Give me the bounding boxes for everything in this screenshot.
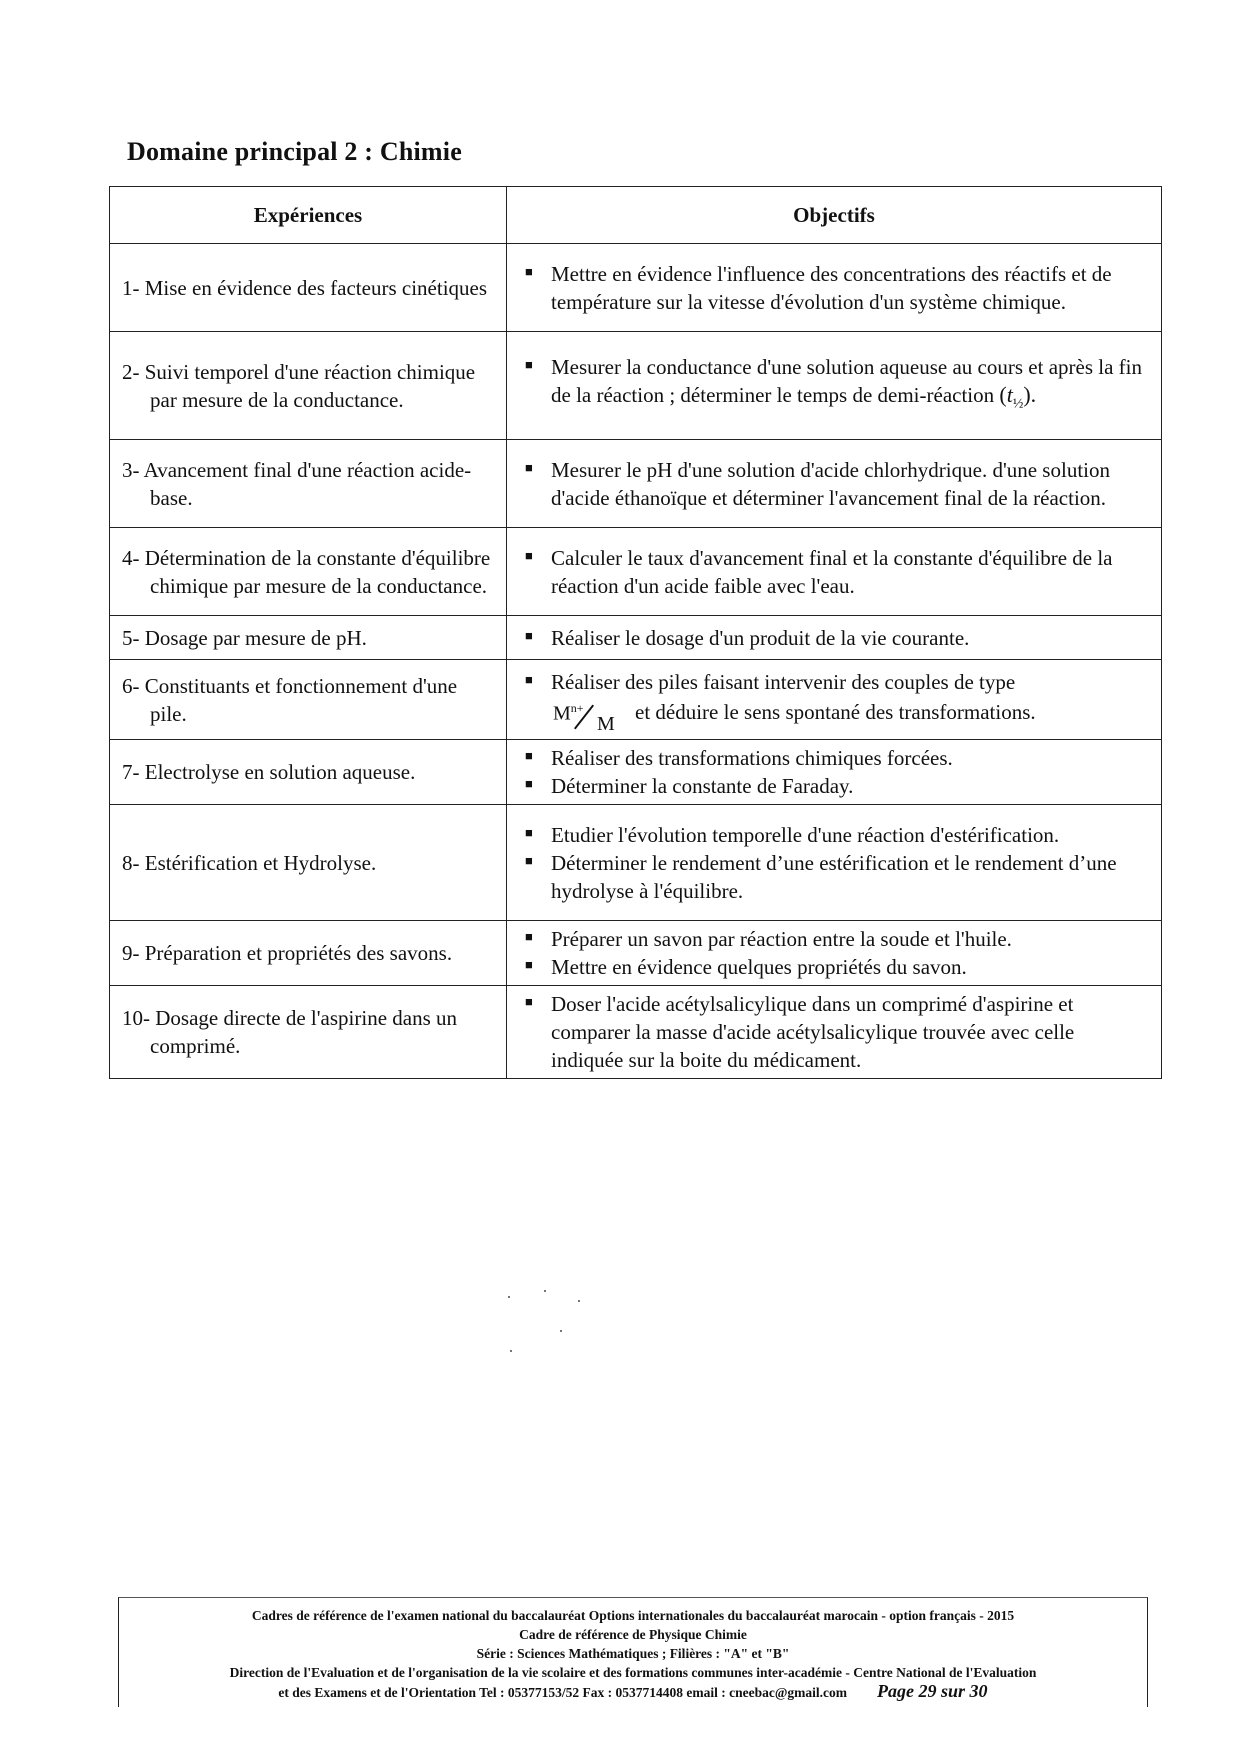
objectifs-cell <box>507 332 1162 440</box>
experiences-table <box>109 186 1162 1079</box>
square-bullet-icon: ■ <box>525 263 533 279</box>
experience-text: 4- Détermination de la constante d'équilibre chimique par mesure de la conductance. <box>122 545 491 598</box>
formula-symbol: t <box>1006 381 1013 407</box>
objectifs-cell <box>507 528 1162 616</box>
experience-text: 5- Dosage par mesure de pH. <box>122 625 367 650</box>
objectif-text: Mettre en évidence quelques propriétés du savon. <box>551 955 967 979</box>
objectif-item <box>521 260 1151 316</box>
objectif-text: Réaliser des piles faisant intervenir des couples de type <box>551 669 1016 694</box>
header-objectifs: Objectifs <box>507 187 1162 244</box>
experience-cell <box>110 528 507 616</box>
objectifs-cell <box>507 986 1162 1079</box>
experience-cell <box>110 805 507 921</box>
square-bullet-icon: ■ <box>525 627 533 643</box>
table-row <box>110 660 1162 740</box>
experience-cell <box>110 332 507 440</box>
redox-couple <box>551 696 629 735</box>
couple-charge: n+ <box>570 700 584 715</box>
table-row <box>110 440 1162 528</box>
table-row <box>110 921 1162 986</box>
objectif-item <box>521 624 1151 652</box>
objectif-text: Doser l'acide acétylsalicylique dans un comprimé d'aspirine et comparer la masse d'acide acétylsalicylique trouvée avec celle indiquée sur la boite du médicament. <box>551 992 1075 1072</box>
square-bullet-icon: ■ <box>525 356 533 372</box>
square-bullet-icon: ■ <box>525 957 533 972</box>
experience-text: 9- Préparation et propriétés des savons. <box>122 941 453 965</box>
objectif-item <box>521 953 1151 981</box>
objectifs-cell <box>507 616 1162 660</box>
experience-cell <box>110 440 507 528</box>
objectif-text: Etudier l'évolution temporelle d'une réaction d'estérification. <box>551 822 1060 847</box>
formula-suffix: . <box>1030 381 1037 407</box>
objectif-text: Calculer le taux d'avancement final et la constante d'équilibre de la réaction d'un acide faible avec l'eau. <box>551 545 1113 598</box>
experience-cell <box>110 660 507 740</box>
table-row <box>110 616 1162 660</box>
objectif-text: Mettre en évidence l'influence des concentrations des réactifs et de température sur la vitesse d'évolution d'un système chimique. <box>551 261 1112 314</box>
page-number: Page 29 sur 30 <box>877 1681 988 1701</box>
page-footer <box>118 1597 1148 1707</box>
objectif-text: Mesurer la conductance d'une solution aqueuse au cours et après la fin de la réaction ; déterminer le temps de demi-réaction <box>551 354 1142 407</box>
experience-text: 3- Avancement final d'une réaction acide-base. <box>122 457 472 510</box>
square-bullet-icon: ■ <box>525 748 533 763</box>
table-row <box>110 332 1162 440</box>
objectif-text: Réaliser le dosage d'un produit de la vie courante. <box>551 625 970 650</box>
couple-denominator: M <box>597 712 615 735</box>
table-row <box>110 244 1162 332</box>
square-bullet-icon: ■ <box>525 776 533 791</box>
objectifs-cell <box>507 440 1162 528</box>
experience-cell <box>110 740 507 805</box>
square-bullet-icon: ■ <box>525 547 533 563</box>
square-bullet-icon: ■ <box>525 929 533 944</box>
footer-line: Cadres de référence de l'examen national du baccalauréat Options internationales du baccalauréat marocain - option français - 2015 <box>251 1608 1015 1623</box>
objectif-text: Préparer un savon par réaction entre la soude et l'huile. <box>551 927 1012 951</box>
table-row <box>110 805 1162 921</box>
square-bullet-icon: ■ <box>525 671 533 687</box>
objectif-text: Déterminer le rendement d’une estérification et le rendement d’une hydrolyse à l'équilibre. <box>551 850 1117 903</box>
square-bullet-icon: ■ <box>525 852 533 868</box>
objectif-item <box>521 990 1151 1074</box>
table-row <box>110 740 1162 805</box>
experience-text: 1- Mise en évidence des facteurs cinétiques <box>122 275 488 300</box>
objectif-item <box>521 744 1151 772</box>
header-experiences: Expériences <box>110 187 507 244</box>
square-bullet-icon: ■ <box>525 994 533 1009</box>
experience-cell <box>110 986 507 1079</box>
table-row <box>110 528 1162 616</box>
experience-cell <box>110 921 507 986</box>
footer-line: Direction de l'Evaluation et de l'organisation de la vie scolaire et des formations communes inter-académie - Centre National de l'Evaluation <box>229 1665 1037 1680</box>
objectif-item <box>521 668 1151 735</box>
objectif-text: Mesurer le pH d'une solution d'acide chlorhydrique. d'une solution d'acide éthanoïque et déterminer l'avancement final de la réaction. <box>551 457 1110 510</box>
objectif-text: Déterminer la constante de Faraday. <box>551 774 854 798</box>
footer-line: Série : Sciences Mathématiques ; Filières : "A" et "B" <box>476 1646 790 1661</box>
half-life-formula: $(t_{\frac{1}{2}})$. <box>999 381 1037 412</box>
experience-text: 2- Suivi temporel d'une réaction chimique par mesure de la conductance. <box>122 359 476 412</box>
experience-cell <box>110 616 507 660</box>
experience-cell <box>110 244 507 332</box>
objectif-item <box>521 544 1151 600</box>
objectifs-cell <box>507 805 1162 921</box>
square-bullet-icon: ■ <box>525 459 533 475</box>
objectifs-cell <box>507 244 1162 332</box>
objectif-item <box>521 772 1151 800</box>
couple-numerator: $M^{n+}$ <box>553 700 584 725</box>
formula-subscript: ½ <box>1012 396 1024 412</box>
footer-line: Cadre de référence de Physique Chimie <box>519 1627 747 1642</box>
objectif-item <box>521 925 1151 953</box>
experience-text: 10- Dosage directe de l'aspirine dans un comprimé. <box>122 1006 458 1058</box>
footer-contact: et des Examens et de l'Orientation Tel : 05377153/52 Fax : 0537714408 email : cneebac@gmail.com <box>278 1685 848 1700</box>
footer-line <box>119 1682 1147 1702</box>
experience-text: 6- Constituants et fonctionnement d'une pile. <box>122 673 458 726</box>
experience-text: 7- Electrolyse en solution aqueuse. <box>122 760 416 784</box>
objectif-text: Réaliser des transformations chimiques forcées. <box>551 746 953 770</box>
table-row <box>110 986 1162 1079</box>
objectif-text: et déduire le sens spontané des transformations. <box>635 699 1036 724</box>
objectifs-cell <box>507 921 1162 986</box>
objectif-item <box>521 353 1151 418</box>
page-heading: Domaine principal 2 : Chimie <box>127 137 462 166</box>
experience-text: 8- Estérification et Hydrolyse. <box>122 850 377 875</box>
objectif-item <box>521 821 1151 849</box>
table-header-row <box>110 187 1162 244</box>
objectif-item <box>521 456 1151 512</box>
objectif-item <box>521 849 1151 905</box>
objectifs-cell <box>507 740 1162 805</box>
objectifs-cell <box>507 660 1162 740</box>
square-bullet-icon: ■ <box>525 824 533 840</box>
scan-specks <box>500 1290 590 1380</box>
